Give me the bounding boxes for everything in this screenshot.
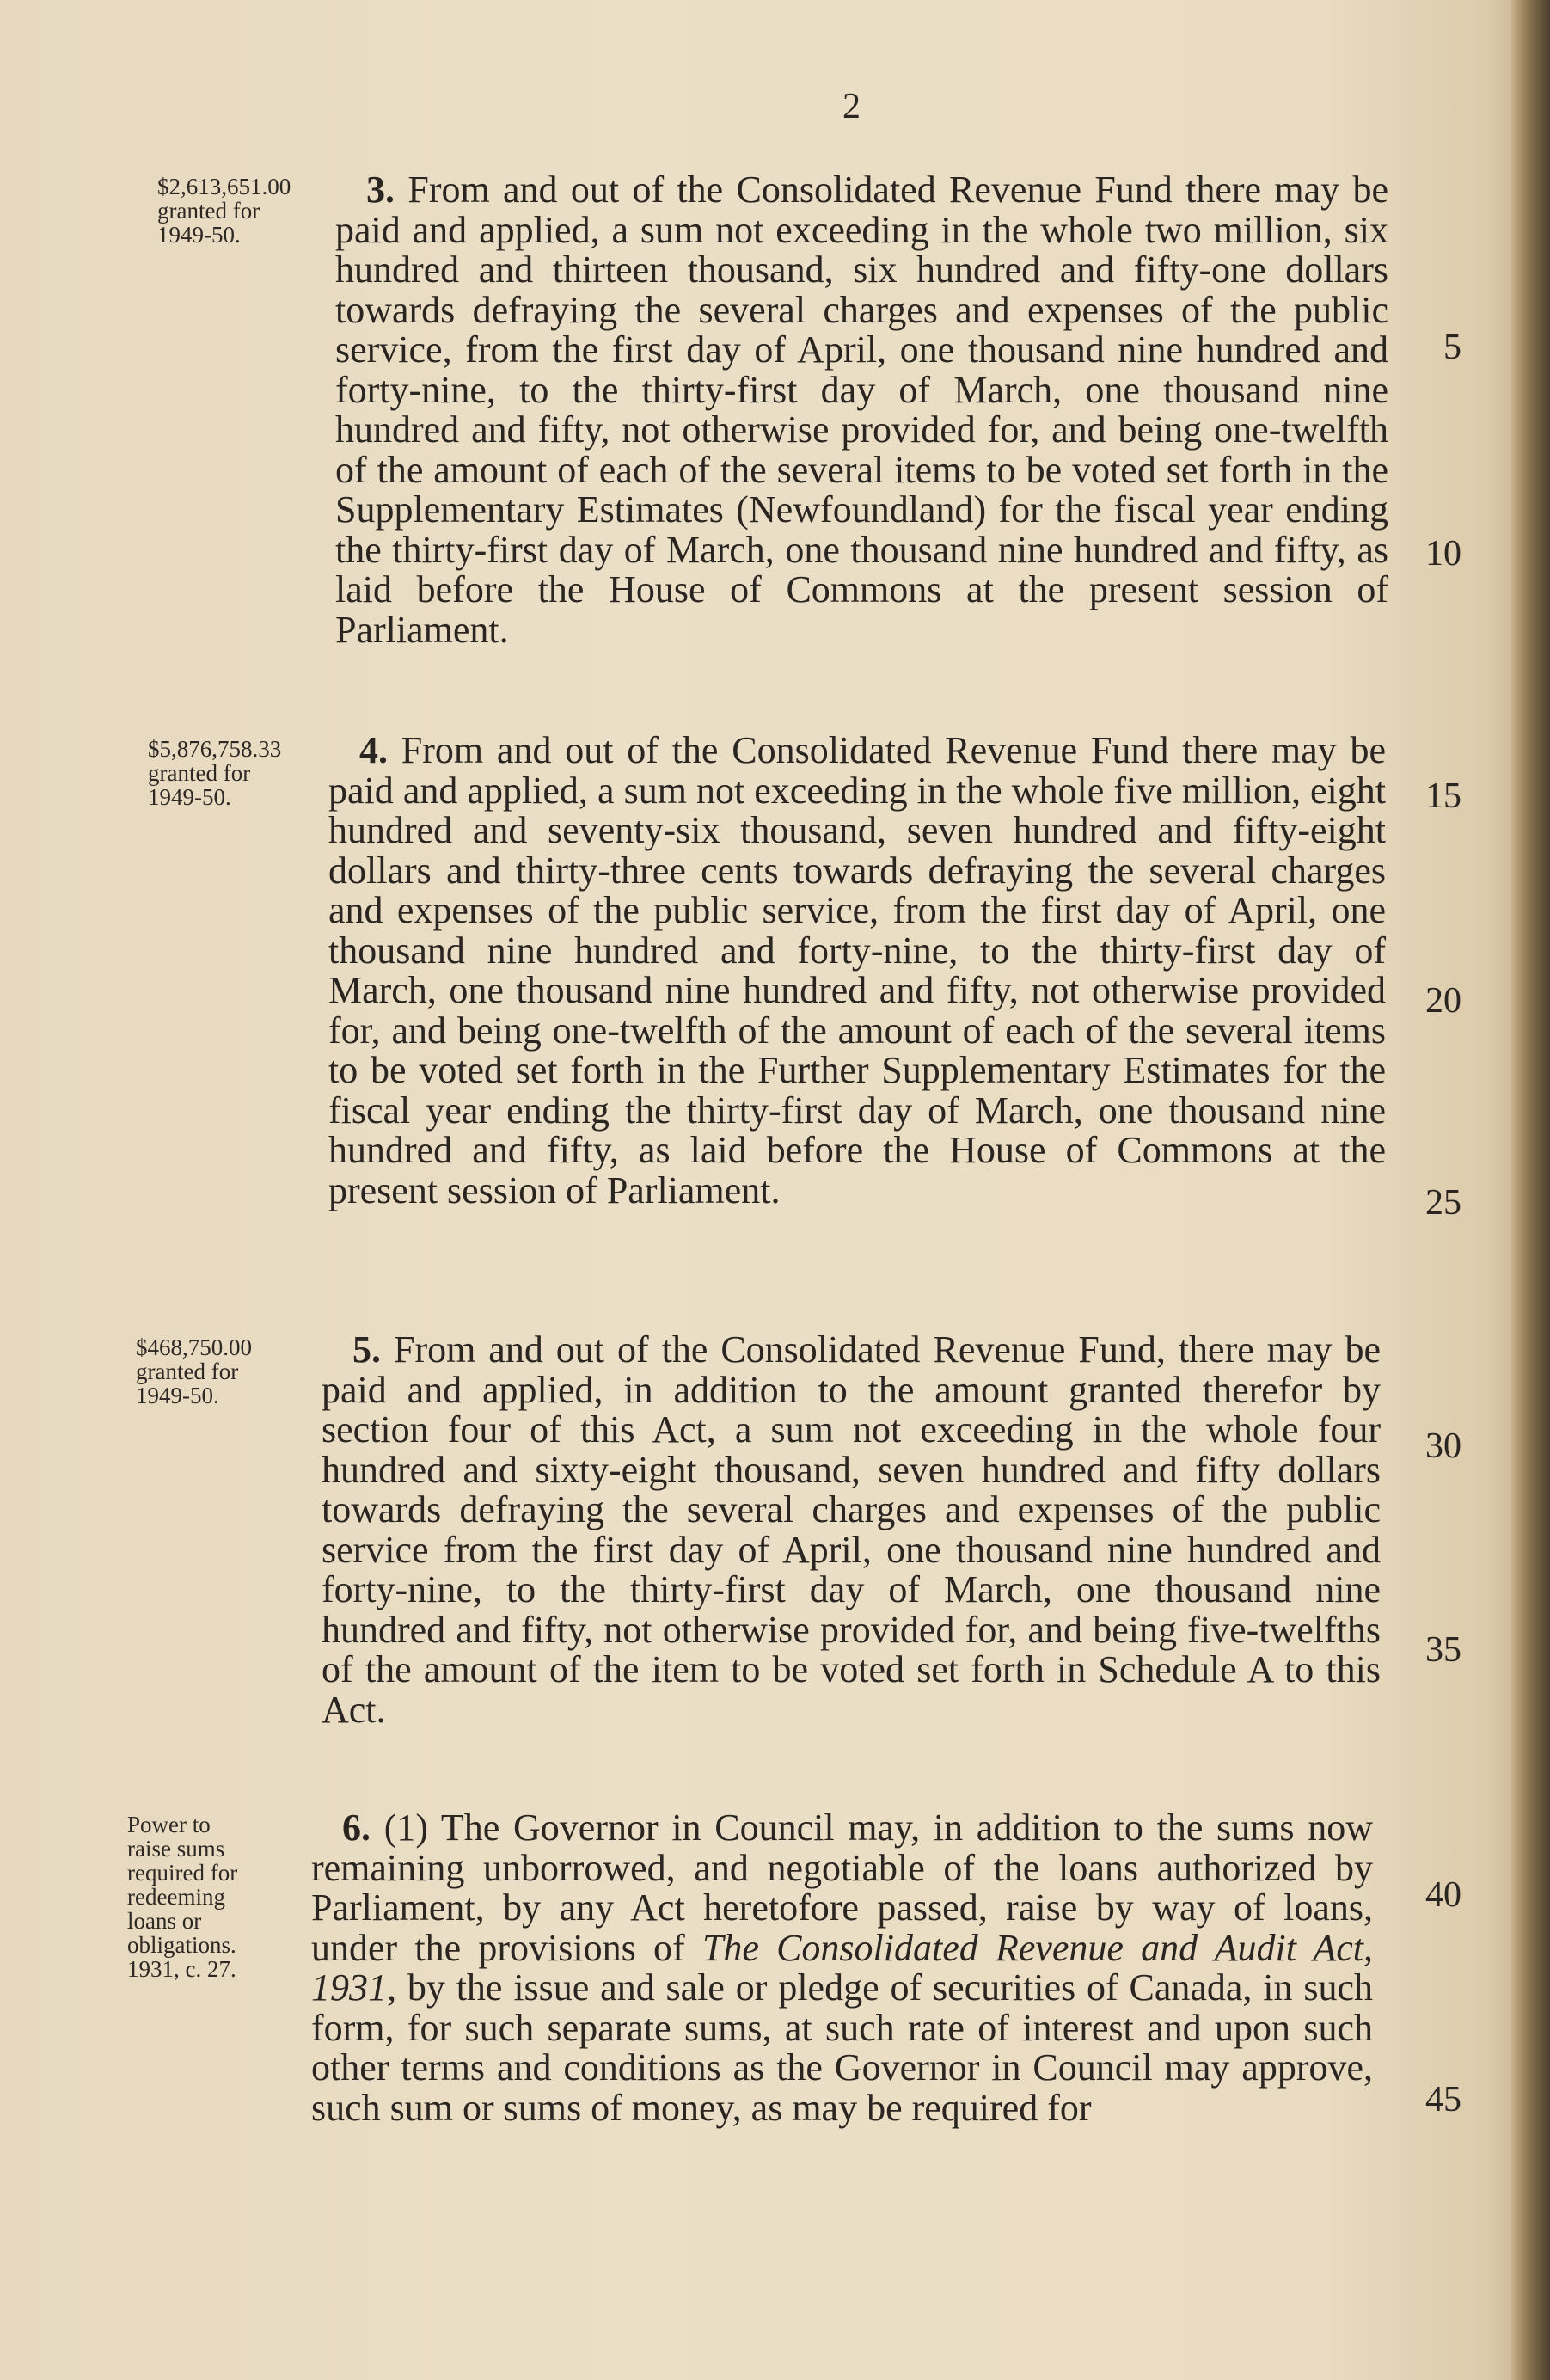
section-text: From and out of the Consolidated Revenue Fund there may be paid and applied, a sum not exceeding in the whole five million, eight hundred and seventy-six thousand, seven hundred and fifty-eight dollars and thirty-three cents towards defraying the several charges and expenses of the public service, from the first day of April, one thousand nine hundred and forty-nine, to the thirty-first day of March, one thousand nine hundred and fifty, not otherwise provided for, and being one-twelfth of the amount of each of the several items to be voted set forth in the Further Supplementary Estimates for the fiscal year ending the thirty-first day of March, one thousand nine hundred and fifty, as laid before the House of Commons at the present session of Parliament. xyxy=(328,729,1387,1211)
line-number: 20 xyxy=(1425,981,1461,1021)
section-6 xyxy=(311,1808,1373,2128)
margin-note-text: granted for xyxy=(157,198,260,224)
margin-note-text: granted for xyxy=(148,760,251,786)
section-paragraph xyxy=(328,731,1386,1211)
margin-note-year: 1949-50. xyxy=(157,222,241,248)
margin-note-text: granted for xyxy=(136,1359,239,1384)
section-text: (1) The Governor in Council may, in addition to the sums now remaining unborrowed, and negotiable of the loans authorized by Parliament, by any Act heretofore passed, raise by way of loans, under the provisions of xyxy=(311,1806,1374,1969)
margin-note-year: 1949-50. xyxy=(136,1383,219,1408)
margin-note-amount: $468,750.00 xyxy=(136,1334,252,1360)
section-5 xyxy=(322,1330,1381,1730)
section-number: 4. xyxy=(359,729,388,771)
margin-note-section-6 xyxy=(127,1813,237,1981)
section-3 xyxy=(335,170,1388,650)
line-number: 15 xyxy=(1425,776,1461,816)
section-paragraph xyxy=(322,1330,1381,1730)
margin-note-line: 1931, c. 27. xyxy=(127,1956,236,1982)
margin-note-amount: $5,876,758.33 xyxy=(148,736,282,762)
section-number: 6. xyxy=(342,1806,371,1849)
margin-note-line: loans or xyxy=(127,1908,202,1934)
margin-note-year: 1949-50. xyxy=(148,784,231,810)
section-text: From and out of the Consolidated Revenue Fund, there may be paid and applied, in addition to the amount granted therefor by section four of this Act, a sum not exceeding in the whole four hundred and sixty-eight thousand, seven hundred and fifty dollars towards defraying the several charges and expenses of the public service from the first day of April, one thousand nine hundred and forty-nine, to the thirty-first day of March, one thousand nine hundred and fifty, not otherwise provided for, and being five-twelfths of the amount of the item to be voted set forth in Schedule A to this Act. xyxy=(322,1328,1381,1731)
margin-note-section-5 xyxy=(136,1335,252,1408)
line-number: 5 xyxy=(1443,328,1461,367)
page-spine-edge xyxy=(1511,0,1550,2380)
line-number: 35 xyxy=(1425,1630,1461,1670)
line-number: 10 xyxy=(1425,534,1461,574)
line-number: 25 xyxy=(1425,1183,1461,1223)
margin-note-line: obligations. xyxy=(127,1932,236,1958)
margin-note-section-4 xyxy=(148,737,281,809)
section-4 xyxy=(328,731,1386,1211)
line-number: 40 xyxy=(1425,1875,1461,1915)
margin-note-line: raise sums xyxy=(127,1836,225,1862)
section-paragraph xyxy=(335,170,1388,650)
margin-note-section-3 xyxy=(157,175,291,247)
margin-note-line: required for xyxy=(127,1860,238,1886)
page-number: 2 xyxy=(842,87,861,126)
line-number: 45 xyxy=(1425,2080,1461,2119)
section-paragraph xyxy=(311,1808,1373,2128)
margin-note-line: redeeming xyxy=(127,1884,225,1910)
act-title: The Consolidated Revenue and Audit Act, 1931 xyxy=(311,1926,1373,2009)
margin-note-amount: $2,613,651.00 xyxy=(157,174,291,199)
section-text: , by the issue and sale or pledge of securities of Canada, in such form, for such separate sums, at such rate of interest and upon such other terms and conditions as the Governor in Council may approve, such sum or sums of money, as may be required for xyxy=(311,1966,1373,2129)
section-text: From and out of the Consolidated Revenue Fund there may be paid and applied, a sum not exceeding in the whole two million, six hundred and thirteen thousand, six hundred and fifty-one dollars towards defraying the several charges and expenses of the public service, from the first day of April, one thousand nine hundred and forty-nine, to the thirty-first day of March, one thousand nine hundred and fifty, not otherwise provided for, and being one-twelfth of the amount of each of the several items to be voted set forth in the Supplementary Estimates (Newfoundland) for the fiscal year ending the thirty-first day of March, one thousand nine hundred and fifty, as laid before the House of Commons at the present session of Parliament. xyxy=(335,169,1389,651)
line-number: 30 xyxy=(1425,1426,1461,1466)
section-number: 5. xyxy=(352,1328,381,1371)
margin-note-line: Power to xyxy=(127,1812,211,1837)
section-number: 3. xyxy=(366,169,395,211)
